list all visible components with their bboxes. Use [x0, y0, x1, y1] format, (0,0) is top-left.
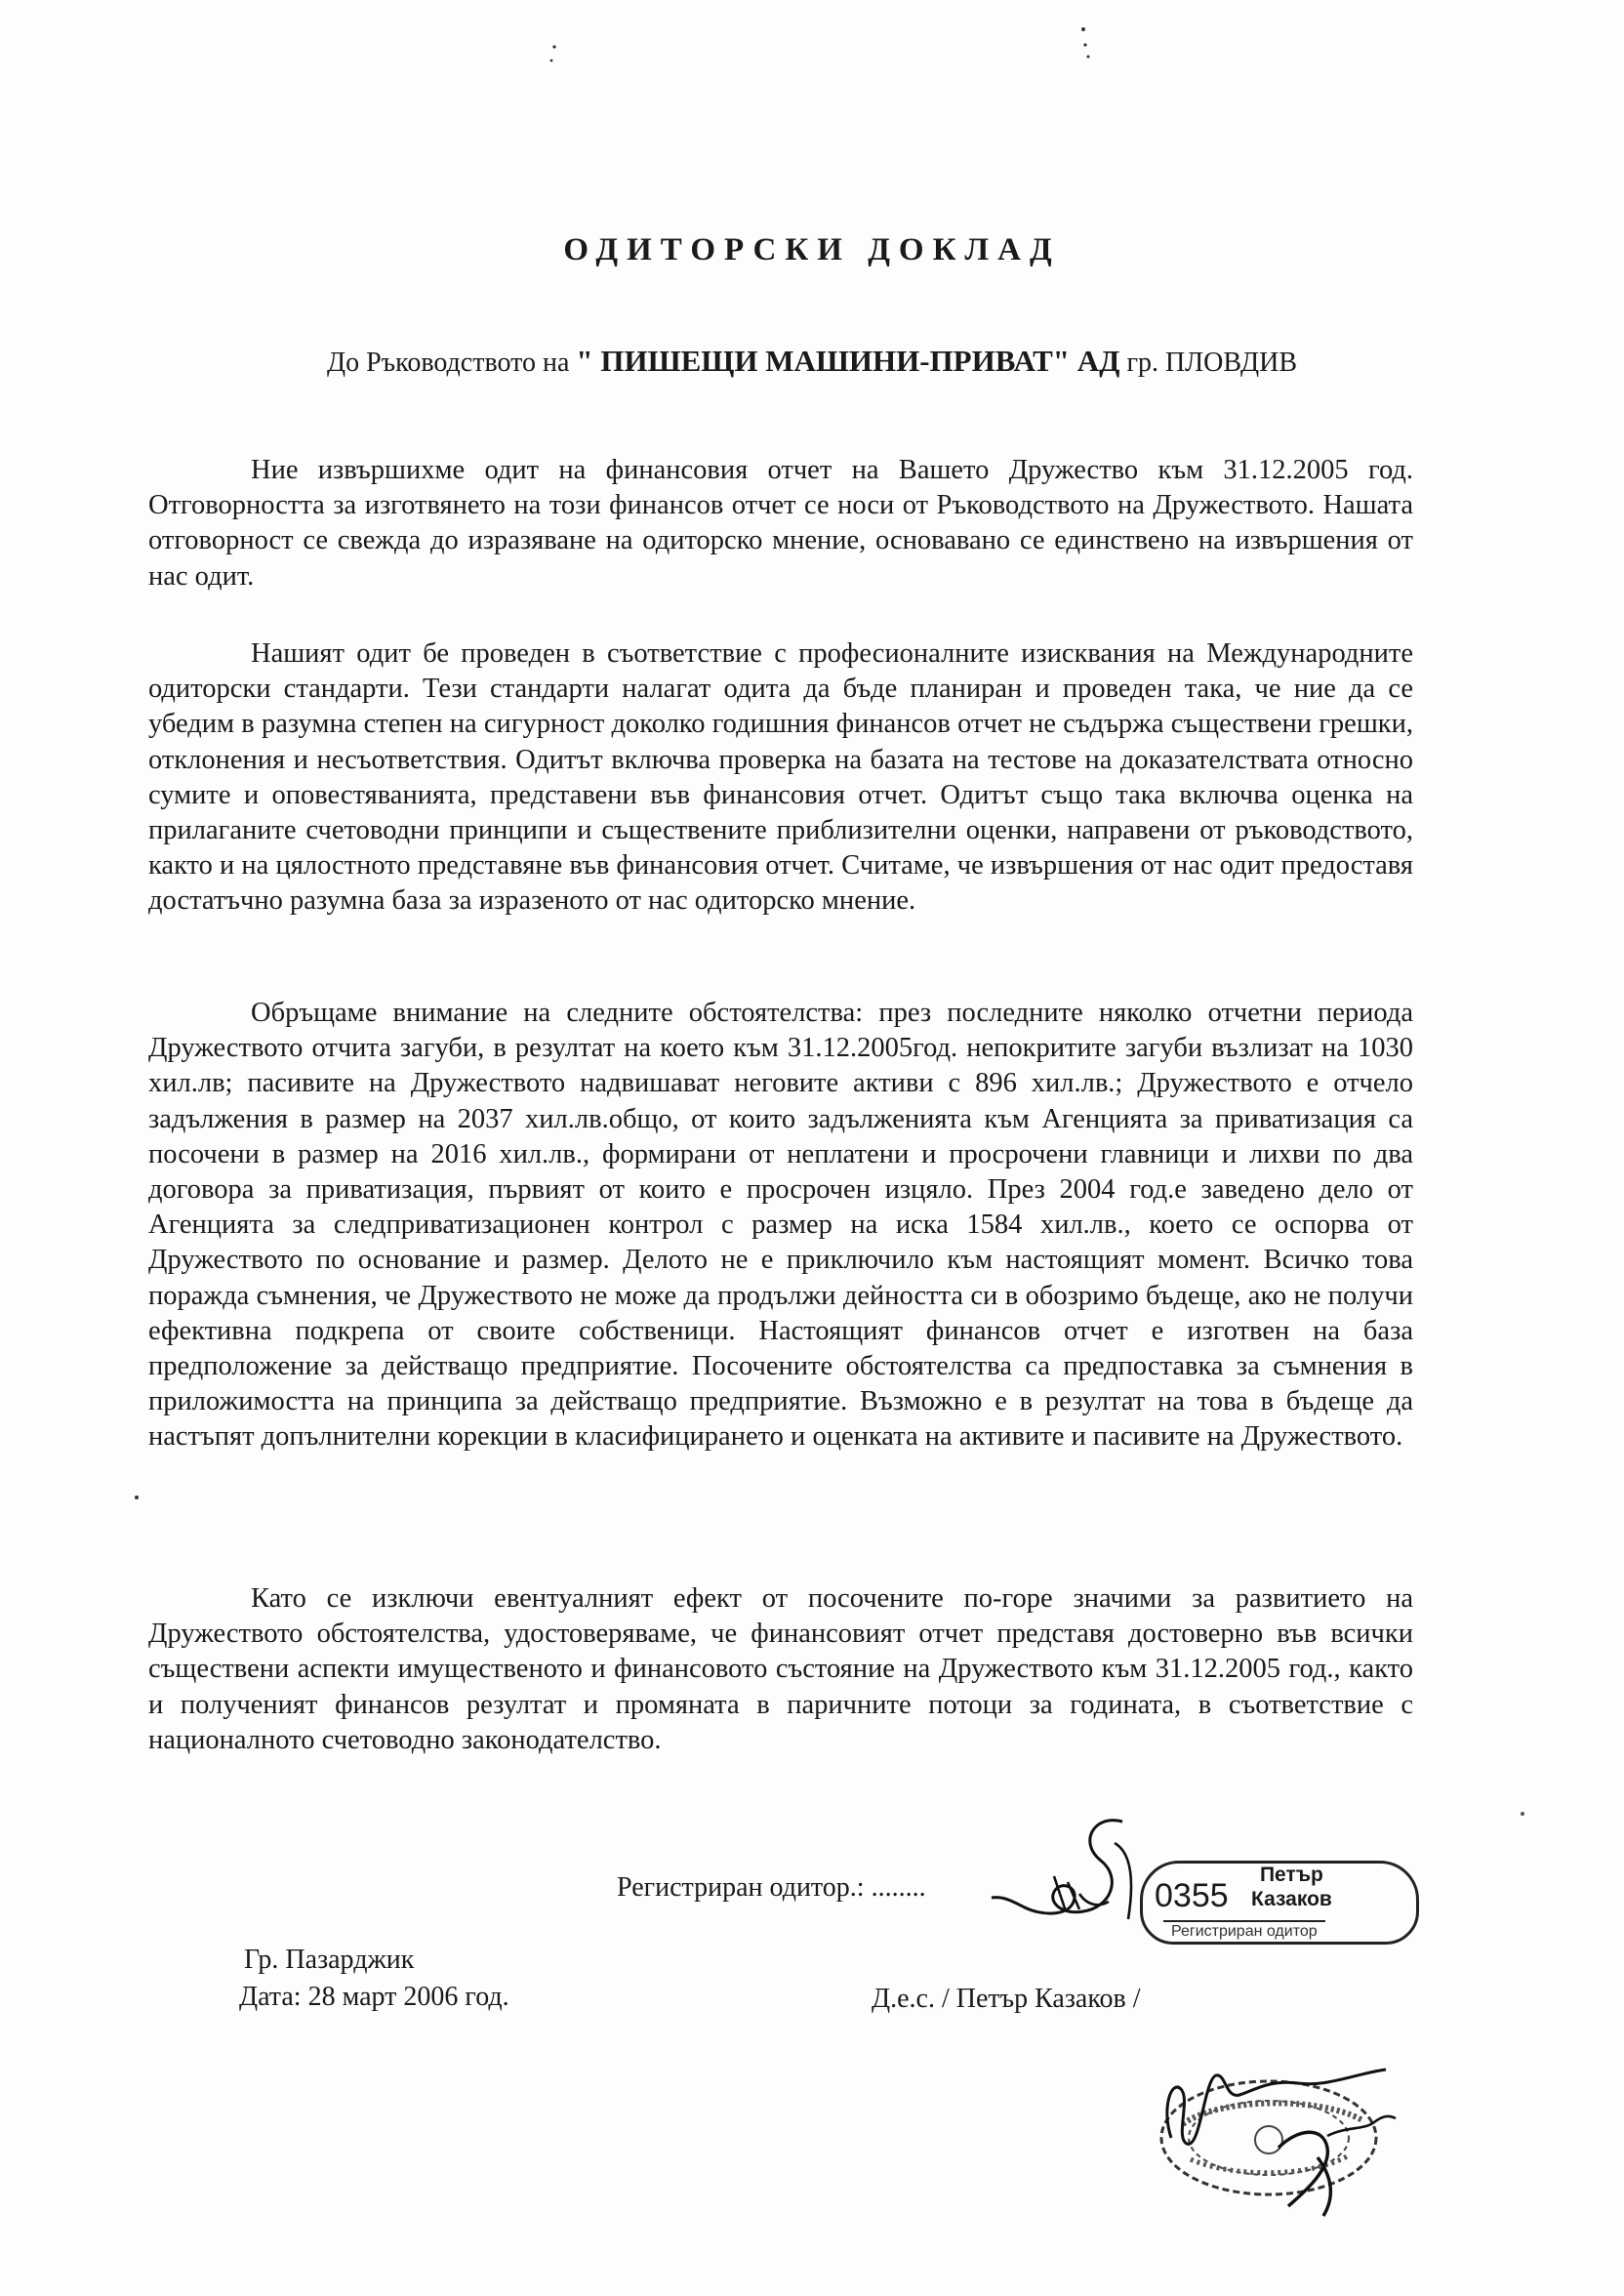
auditor-line: Регистриран одитор.: ........: [617, 1872, 926, 1903]
date-line: Дата: 28 март 2006 год.: [239, 1982, 509, 2012]
stamp-subtitle: Регистриран одитор: [1163, 1920, 1325, 1942]
document-title: ОДИТОРСКИ ДОКЛАД: [563, 232, 1061, 267]
paragraph-standards: Нашият одит бе проведен в съответствие с професионалните изисквания на Международните одиторски стандарти. Тези стандарти налагат одита да бъде планиран и проведен така, че ние да се убедим в разумна степен на сигурност доколко годишния финансов отчет не съдържа съществени грешки, отклонения и несъответствия. Одитът включва проверка на базата на тестове на доказателствата относно сумите и оповестяванията, представени във финансовия отчет. Одитът също така включва оценка на прилаганите счетоводни принципи и съществените приблизителни оценки, направени от ръководството, както и на цялостното представяне във финансовия отчет. Считаме, че извършения от нас одит предоставя достатъчно разумна база за изразеното от нас одиторско мнение.: [148, 638, 1413, 917]
addressee-company: " ПИШЕЩИ МАШИНИ-ПРИВАТ" АД: [576, 344, 1120, 378]
addressee-line: [0, 344, 1624, 379]
stamp-name-line2: Казаков: [1251, 1888, 1332, 1910]
addressee-city: гр. ПЛОВДИВ: [1119, 348, 1297, 378]
paragraph-opinion: Като се изключи евентуалният ефект от посочените по-горе значими за развитието на Дружеството обстоятелства, удостоверяваме, че финансовият отчет представя достоверно във всички съществени аспекти имущественото и финансовото състояние на Дружеството към 31.12.2005 год., както и полученият финансов резултат и промяната в паричните потоци за годината, в съответствие с националното счетоводно законодателство.: [148, 1583, 1413, 1755]
paragraph-going-concern: Обръщаме внимание на следните обстоятелства: през последните няколко отчетни периода Дружеството отчита загуби, в резултат на което към 31.12.2005год. непокритите загуби възлизат на 1030 хил.лв; пасивите на Дружеството надвишават неговите активи с 896 хил.лв.; Дружеството е отчело задължения в размер на 2037 хил.лв.общо, от които задълженията към Агенцията за приватизация са посочени в размер на 2016 хил.лв., формирани от неплатени и просрочени главници и лихви по два договора за приватизация, първият от които е просрочен изцяло. През 2004 год.е заведено дело от Агенцията за следприватизационен контрол с размер на иска 1584 хил.лв., което се оспорва от Дружеството по основание и размер. Делото не е приключило към настоящият момент. Всичко това поражда съмнения, че Дружеството не може да продължи дейността си в обозримо бъдеще, ако не получи ефективна подкрепа от своите собственици. Настоящият финансов отчет е изготвен на база предположение за действащо предприятие. Посочените обстоятелства са предпоставка за съмнения в приложимостта на принципа за действащо предприятие. Възможно е в резултат на това в бъдеще да настъпят допълнителни корекции в класифицирането и оценката на активите и пасивите на Дружеството.: [148, 998, 1413, 1453]
addressee-prefix: До Ръководството на: [327, 348, 577, 378]
stamp-number: 0355: [1155, 1877, 1229, 1914]
stamp-name-line1: Петър: [1259, 1864, 1323, 1886]
stamp-name: [1251, 1863, 1332, 1911]
signed-by-line: Д.е.с. / Петър Казаков /: [872, 1984, 1141, 2014]
paragraph-scope: Ние извършихме одит на финансовия отчет на Вашето Дружество към 31.12.2005 год. Отговорността за изготвянето на този финансов отчет се носи от Ръководството на Дружеството. Нашата отговорност се свежда до изразяване на одиторско мнение, основавано се единствено на извършения от нас одит.: [148, 455, 1413, 592]
city-line: Гр. Пазарджик: [244, 1945, 415, 1975]
